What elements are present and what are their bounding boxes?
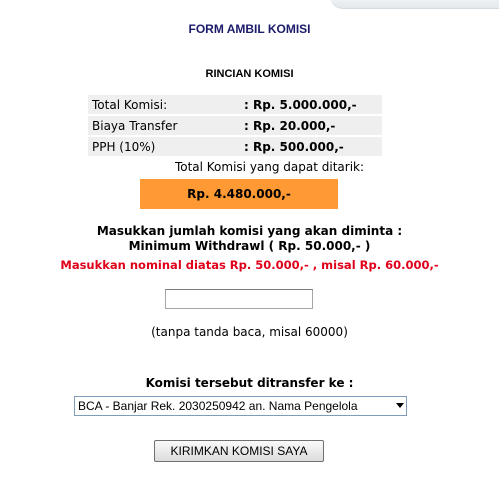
row-label: Biaya Transfer bbox=[88, 116, 240, 135]
page-title: FORM AMBIL KOMISI bbox=[188, 22, 311, 36]
row-value: : Rp. 5.000.000,- bbox=[240, 95, 382, 114]
transfer-label: Komisi tersebut ditransfer ke : bbox=[145, 376, 354, 390]
amount-hint: (tanpa tanda baca, misal 60000) bbox=[151, 325, 348, 339]
commission-details-table bbox=[88, 93, 382, 158]
row-label: Total Komisi: bbox=[88, 95, 240, 114]
bank-account-select[interactable] bbox=[74, 396, 407, 416]
bank-account-selected: BCA - Banjar Rek. 2030250942 an. Nama Pengelola bbox=[78, 399, 358, 413]
row-label: PPH (10%) bbox=[88, 137, 240, 156]
instruction-text bbox=[0, 224, 499, 254]
table-row bbox=[88, 116, 382, 135]
submit-commission-button[interactable]: KIRIMKAN KOMISI SAYA bbox=[154, 440, 324, 462]
total-withdrawable-label: Total Komisi yang dapat ditarik: bbox=[174, 160, 365, 174]
row-value: : Rp. 500.000,- bbox=[240, 137, 382, 156]
header-decoration bbox=[330, 0, 499, 9]
row-value: : Rp. 20.000,- bbox=[240, 116, 382, 135]
warning-text: Masukkan nominal diatas Rp. 50.000,- , misal Rp. 60.000,- bbox=[60, 258, 439, 272]
instruction-line-1: Masukkan jumlah komisi yang akan diminta : bbox=[96, 224, 403, 238]
table-row bbox=[88, 95, 382, 114]
table-row bbox=[88, 137, 382, 156]
minimum-withdrawal-text: Minimum Withdrawl ( Rp. 50.000,- ) bbox=[128, 239, 371, 253]
section-title: RINCIAN KOMISI bbox=[205, 68, 294, 80]
amount-input[interactable] bbox=[165, 289, 313, 309]
chevron-down-icon[interactable] bbox=[396, 403, 404, 408]
total-withdrawable-value: Rp. 4.480.000,- bbox=[140, 179, 338, 209]
